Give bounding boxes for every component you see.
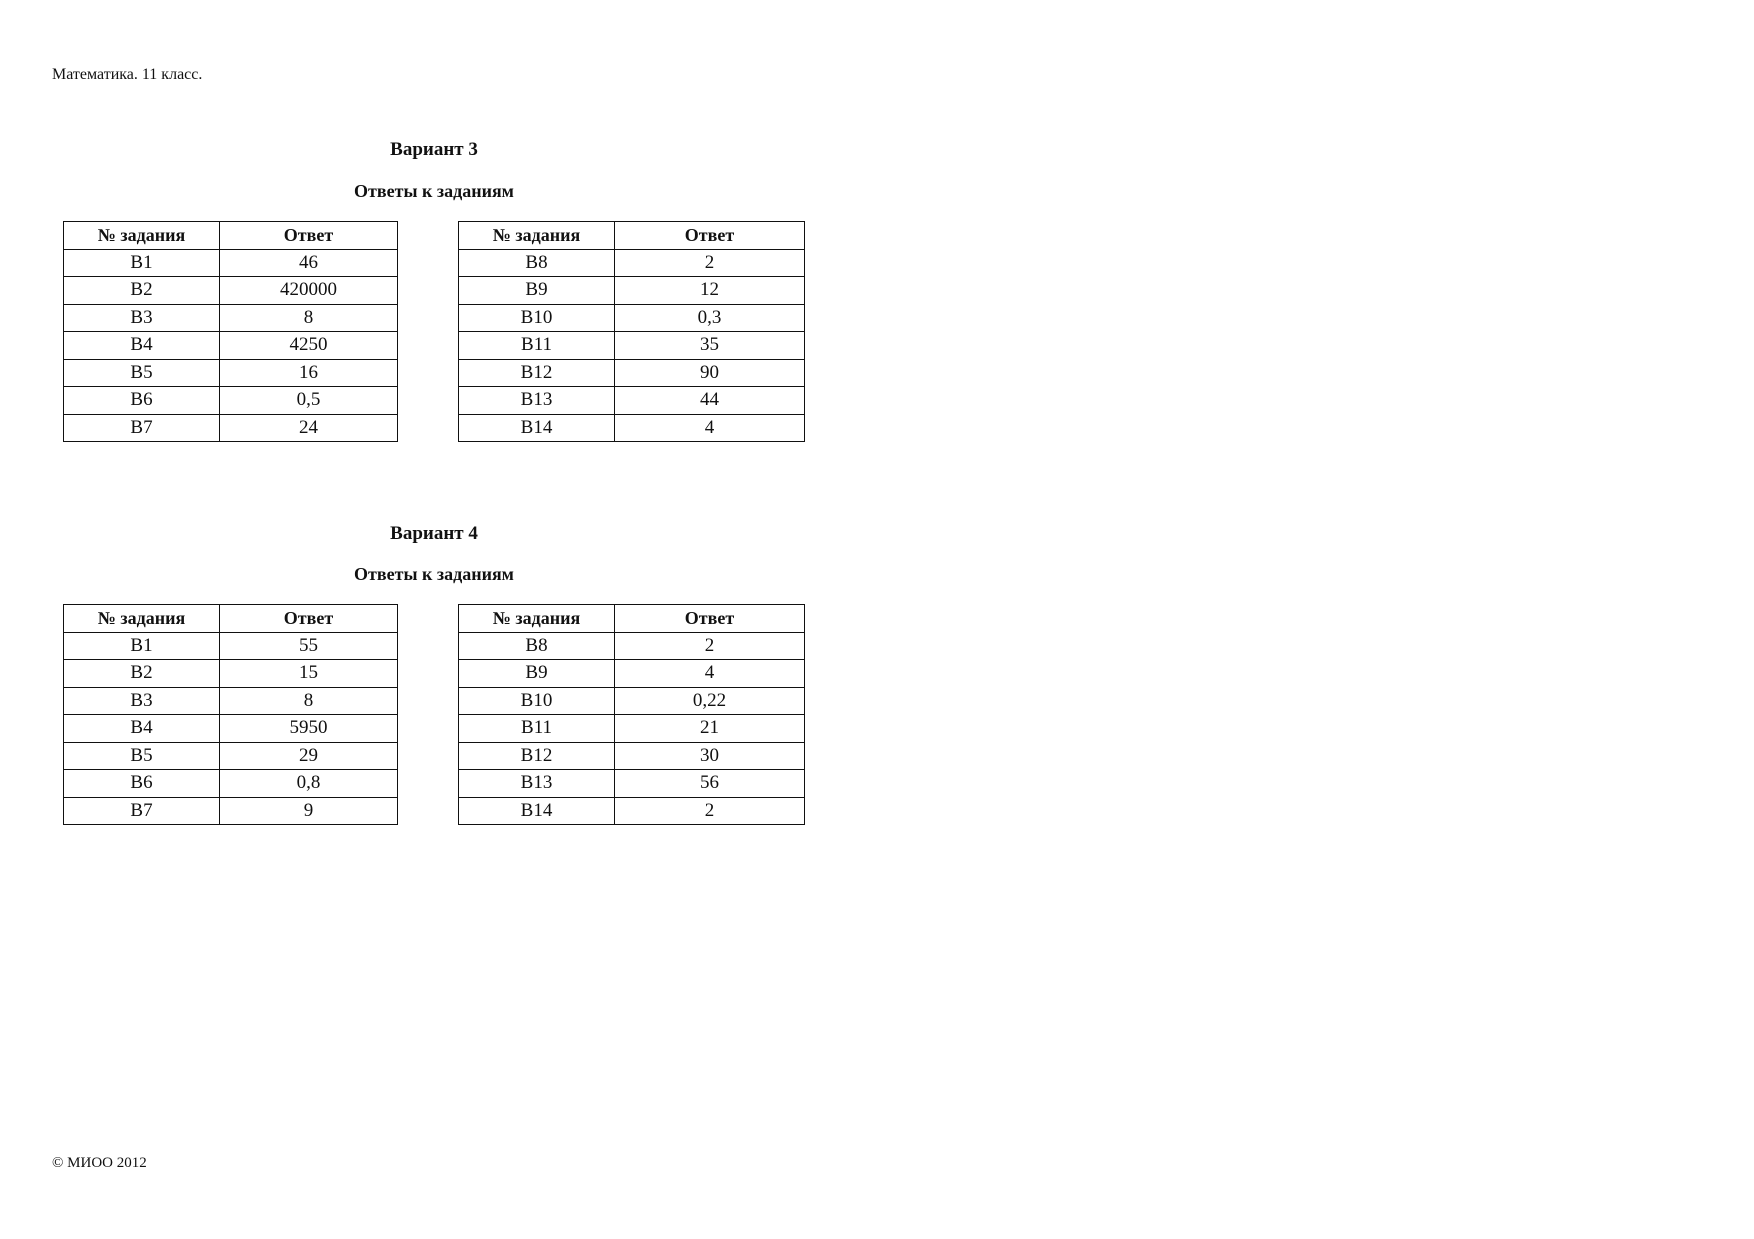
task-number: B9 (459, 277, 615, 305)
answers-table-right (458, 604, 805, 825)
table-row (459, 715, 805, 743)
table-row (64, 304, 398, 332)
variant-title: Вариант 3 (390, 139, 478, 160)
answer-value: 12 (615, 277, 805, 305)
answer-value: 21 (615, 715, 805, 743)
answer-value: 0,3 (615, 304, 805, 332)
task-number: B5 (64, 742, 220, 770)
answer-value: 4 (615, 660, 805, 688)
task-number: B6 (64, 387, 220, 415)
answer-value: 0,5 (220, 387, 398, 415)
task-number: B14 (459, 414, 615, 442)
answers-table-left (63, 221, 398, 442)
answer-value: 15 (220, 660, 398, 688)
task-number: B1 (64, 249, 220, 277)
task-number: B6 (64, 770, 220, 798)
column-header-answer: Ответ (220, 605, 398, 633)
table-row (64, 387, 398, 415)
answer-value: 0,8 (220, 770, 398, 798)
column-header-task: № задания (64, 222, 220, 250)
answers-table-right (458, 221, 805, 442)
table-row (459, 632, 805, 660)
table-row (64, 332, 398, 360)
task-number: B5 (64, 359, 220, 387)
answer-value: 24 (220, 414, 398, 442)
answer-value: 44 (615, 387, 805, 415)
answer-value: 90 (615, 359, 805, 387)
answers-table-left (63, 604, 398, 825)
task-number: B10 (459, 687, 615, 715)
answer-value: 29 (220, 742, 398, 770)
task-number: B12 (459, 359, 615, 387)
task-number: B3 (64, 304, 220, 332)
column-header-answer: Ответ (615, 222, 805, 250)
table-row (64, 687, 398, 715)
column-header-answer: Ответ (615, 605, 805, 633)
task-number: B12 (459, 742, 615, 770)
table-row (64, 770, 398, 798)
task-number: B7 (64, 797, 220, 825)
table-row (64, 660, 398, 688)
task-number: B11 (459, 715, 615, 743)
column-header-task: № задания (459, 605, 615, 633)
answer-value: 55 (220, 632, 398, 660)
table-row (459, 387, 805, 415)
answer-value: 35 (615, 332, 805, 360)
answer-value: 46 (220, 249, 398, 277)
table-row (64, 632, 398, 660)
table-row (459, 277, 805, 305)
page-header: Математика. 11 класс. (52, 66, 203, 83)
table-header-row (459, 605, 805, 633)
table-row (64, 797, 398, 825)
variant-title: Вариант 4 (390, 523, 478, 544)
table-row (459, 332, 805, 360)
column-header-task: № задания (459, 222, 615, 250)
table-row (64, 277, 398, 305)
answer-value: 2 (615, 632, 805, 660)
column-header-answer: Ответ (220, 222, 398, 250)
task-number: B4 (64, 332, 220, 360)
answer-value: 2 (615, 249, 805, 277)
answer-value: 30 (615, 742, 805, 770)
task-number: B8 (459, 249, 615, 277)
answer-value: 16 (220, 359, 398, 387)
answers-subtitle: Ответы к заданиям (354, 564, 514, 584)
answer-value: 420000 (220, 277, 398, 305)
task-number: B14 (459, 797, 615, 825)
table-row (459, 797, 805, 825)
table-row (64, 742, 398, 770)
table-row (459, 770, 805, 798)
column-header-task: № задания (64, 605, 220, 633)
task-number: B9 (459, 660, 615, 688)
answer-value: 9 (220, 797, 398, 825)
table-row (459, 414, 805, 442)
task-number: B11 (459, 332, 615, 360)
table-header-row (64, 222, 398, 250)
table-row (459, 359, 805, 387)
task-number: B1 (64, 632, 220, 660)
table-header-row (64, 605, 398, 633)
task-number: B13 (459, 387, 615, 415)
answer-value: 4 (615, 414, 805, 442)
task-number: B4 (64, 715, 220, 743)
task-number: B3 (64, 687, 220, 715)
table-row (459, 660, 805, 688)
answer-value: 56 (615, 770, 805, 798)
table-row (459, 249, 805, 277)
task-number: B7 (64, 414, 220, 442)
answer-value: 4250 (220, 332, 398, 360)
table-row (64, 359, 398, 387)
task-number: B8 (459, 632, 615, 660)
answer-value: 0,22 (615, 687, 805, 715)
answer-value: 8 (220, 304, 398, 332)
task-number: B2 (64, 660, 220, 688)
table-row (64, 715, 398, 743)
table-row (459, 304, 805, 332)
page-footer: © МИОО 2012 (52, 1155, 147, 1171)
answers-subtitle: Ответы к заданиям (354, 181, 514, 201)
task-number: B10 (459, 304, 615, 332)
answer-value: 2 (615, 797, 805, 825)
table-header-row (459, 222, 805, 250)
answer-value: 5950 (220, 715, 398, 743)
table-row (64, 414, 398, 442)
task-number: B2 (64, 277, 220, 305)
task-number: B13 (459, 770, 615, 798)
table-row (459, 742, 805, 770)
answer-value: 8 (220, 687, 398, 715)
table-row (459, 687, 805, 715)
table-row (64, 249, 398, 277)
